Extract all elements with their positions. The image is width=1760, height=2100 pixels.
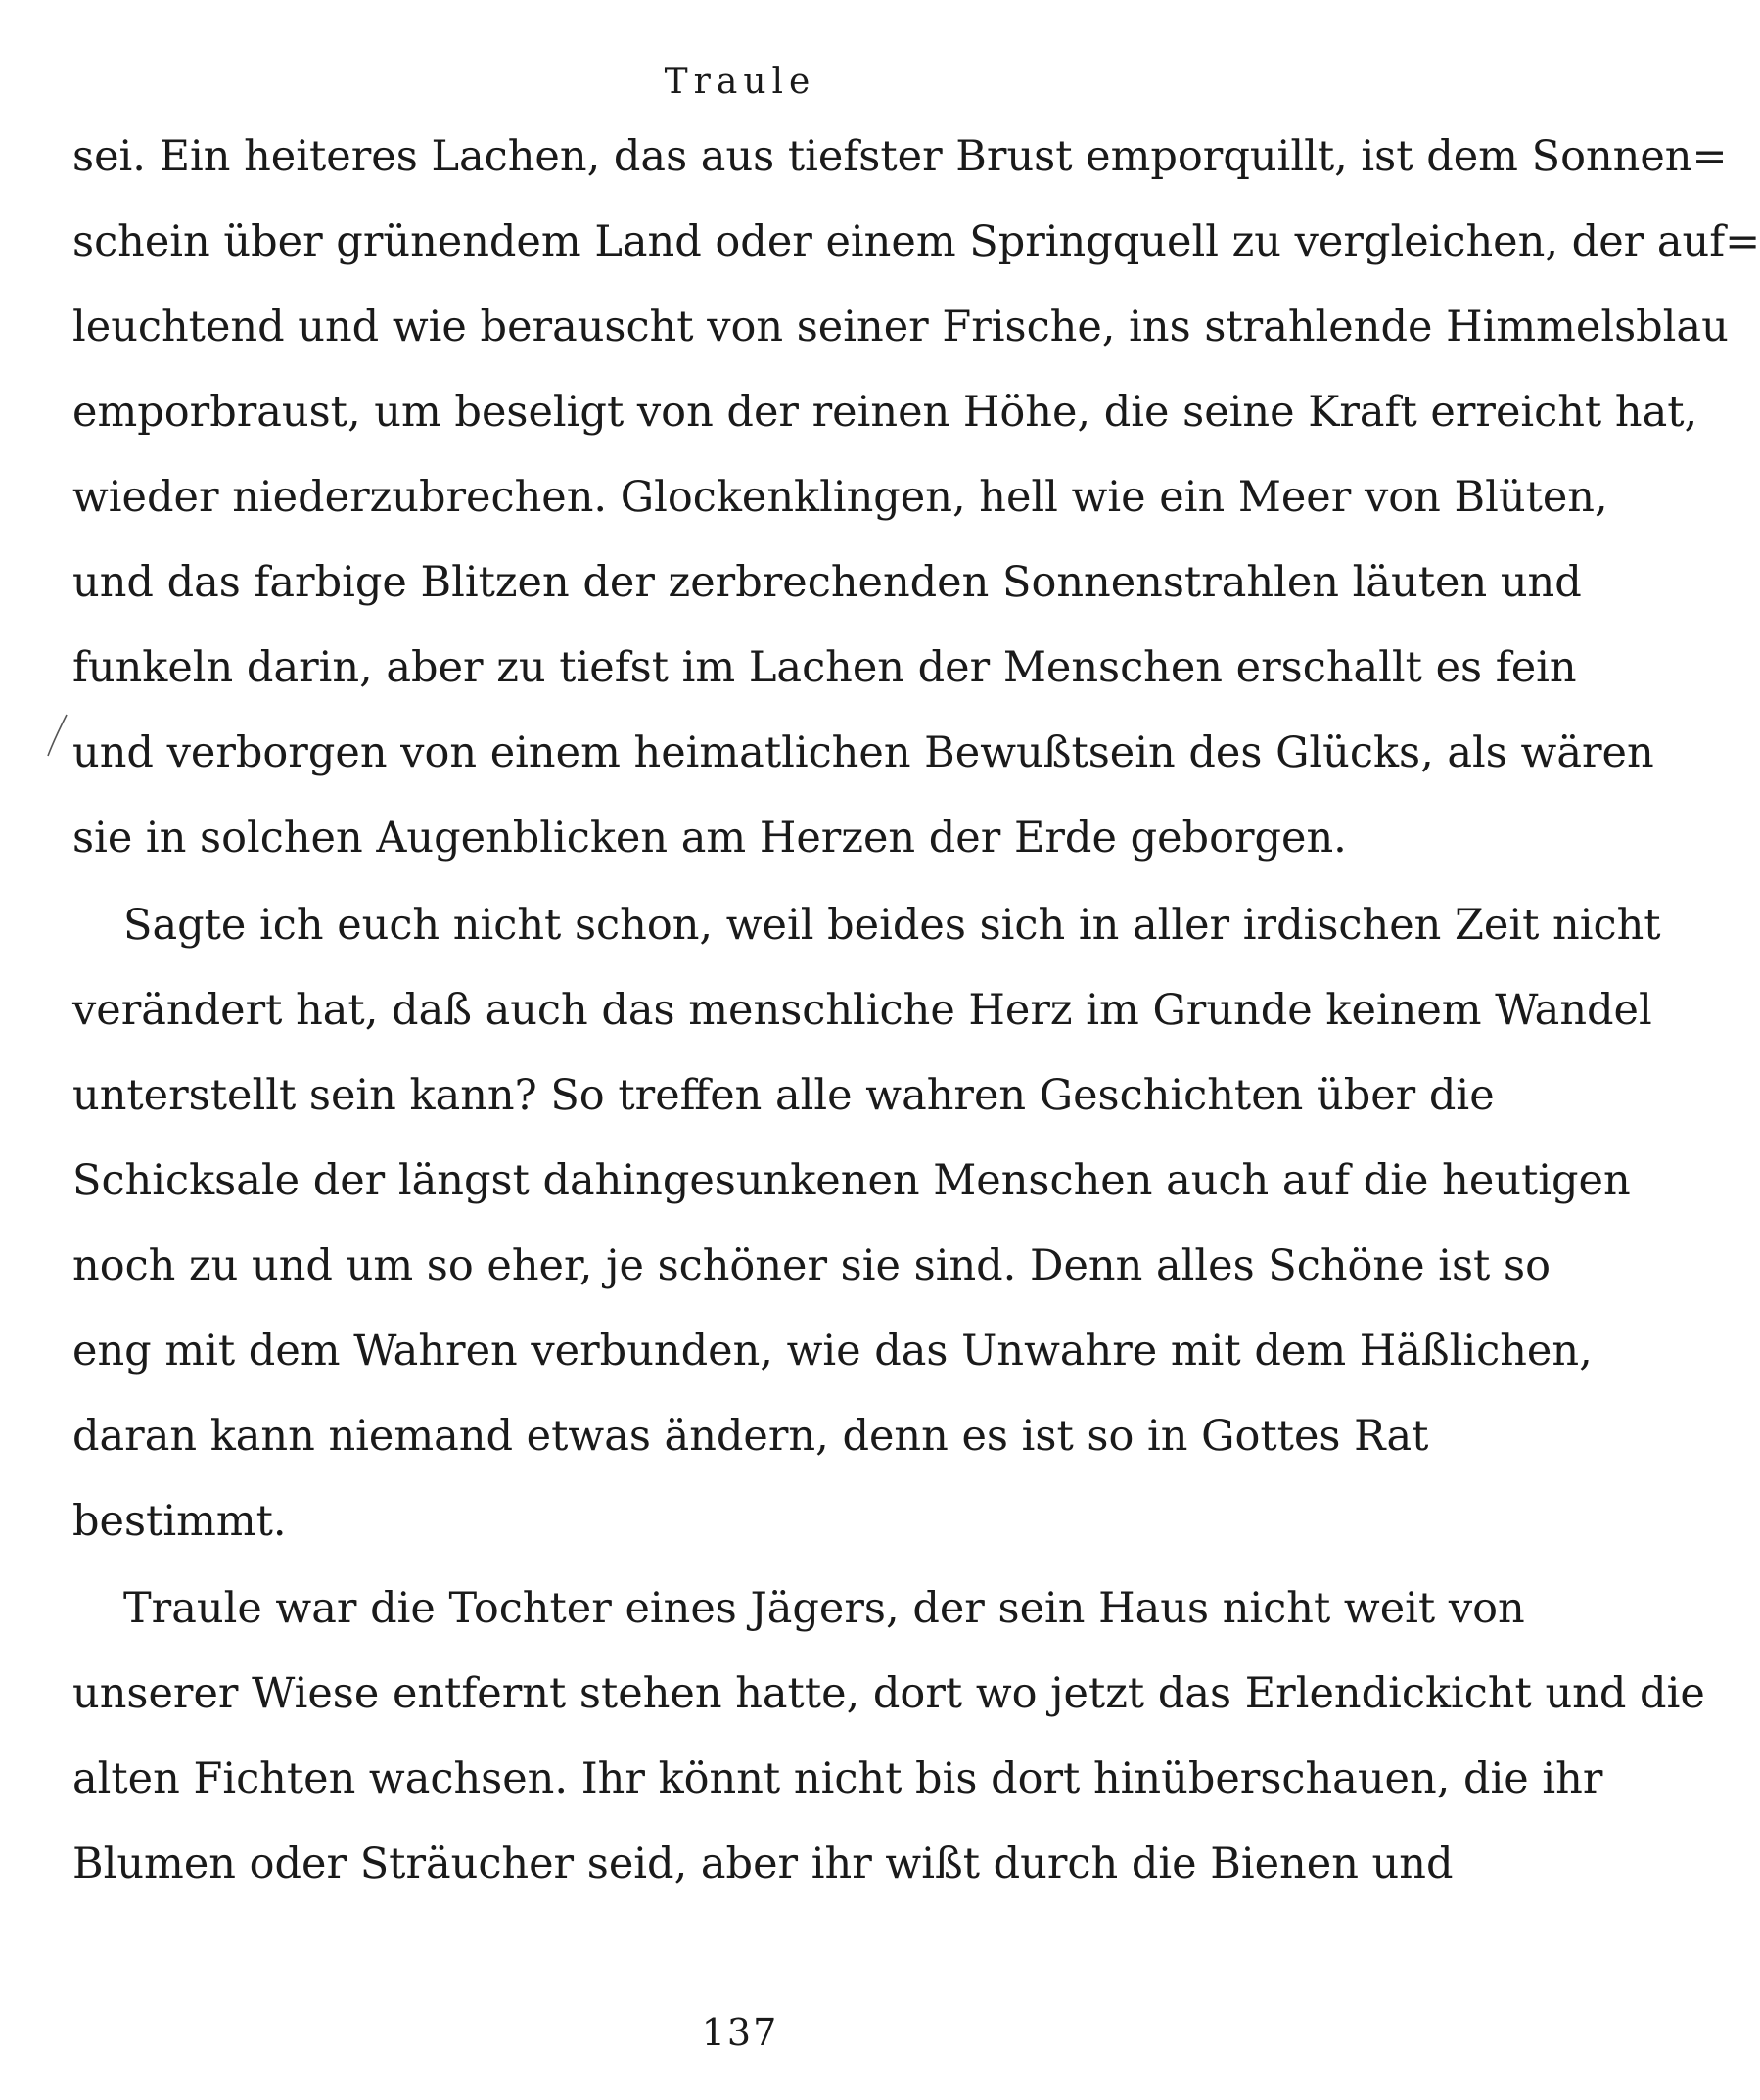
text-line: Sagte ich euch nicht schon, weil beides sich in aller irdischen Zeit nicht: [123, 901, 1661, 950]
text-line: und verborgen von einem heimatlichen Bewußtsein des Glücks, als wären: [72, 728, 1654, 777]
text-line: unterstellt sein kann? So treffen alle wahren Geschichten über die: [72, 1071, 1495, 1120]
text-line: Traule war die Tochter eines Jägers, der sein Haus nicht weit von: [123, 1584, 1525, 1633]
text-line: noch zu und um so eher, je schöner sie sind. Denn alles Schöne ist so: [72, 1241, 1551, 1290]
text-line: emporbraust, um beseligt von der reinen Höhe, die seine Kraft erreicht hat,: [72, 388, 1698, 437]
running-title: Traule: [664, 62, 816, 102]
text-line: leuchtend und wie berauscht von seiner Frische, ins strahlende Himmelsblau: [72, 303, 1729, 351]
text-line: und das farbige Blitzen der zerbrechenden Sonnenstrahlen läuten und: [72, 558, 1582, 607]
text-line: sei. Ein heiteres Lachen, das aus tiefster Brust emporquillt, ist dem Sonnen=: [72, 132, 1728, 181]
text-line: daran kann niemand etwas ändern, denn es ist so in Gottes Rat: [72, 1412, 1429, 1461]
text-line: Blumen oder Sträucher seid, aber ihr wißt durch die Bienen und: [72, 1840, 1454, 1889]
text-line: eng mit dem Wahren verbunden, wie das Unwahre mit dem Häßlichen,: [72, 1327, 1593, 1376]
text-line: funkeln darin, aber zu tiefst im Lachen der Menschen erschallt es fein: [72, 643, 1577, 692]
text-line: bestimmt.: [72, 1497, 287, 1546]
text-line: alten Fichten wachsen. Ihr könnt nicht bis dort hinüberschauen, die ihr: [72, 1754, 1603, 1803]
text-line: Schicksale der längst dahingesunkenen Menschen auch auf die heutigen: [72, 1156, 1631, 1205]
text-line: schein über grünendem Land oder einem Springquell zu vergleichen, der auf=: [72, 217, 1760, 266]
text-line: sie in solchen Augenblicken am Herzen der Erde geborgen.: [72, 814, 1347, 863]
page-number: 137: [701, 2011, 779, 2054]
text-line: unserer Wiese entfernt stehen hatte, dort wo jetzt das Erlendickicht und die: [72, 1669, 1705, 1718]
text-line: wieder niederzubrechen. Glockenklingen, hell wie ein Meer von Blüten,: [72, 473, 1608, 522]
pencil-mark-icon: [45, 713, 70, 758]
text-line: verändert hat, daß auch das menschliche Herz im Grunde keinem Wandel: [72, 986, 1652, 1035]
